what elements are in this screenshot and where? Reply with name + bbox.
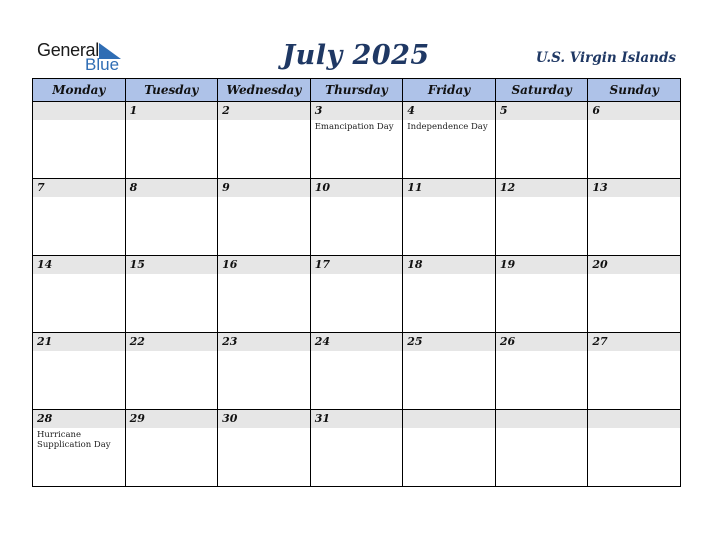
day-number-bar: [311, 256, 403, 274]
weekday-header-thursday: Thursday: [310, 79, 403, 102]
day-number: 29: [129, 412, 145, 425]
calendar-day-cell: [125, 256, 218, 333]
calendar-day-cell: [33, 179, 126, 256]
holiday-event-label: [496, 197, 588, 199]
holiday-event-label: [588, 351, 680, 353]
day-number: 30: [222, 412, 238, 425]
holiday-event-label: [33, 197, 125, 199]
day-number-bar: [496, 410, 588, 428]
holiday-event-label: [403, 428, 495, 430]
calendar-day-cell: [218, 333, 311, 410]
day-number: 9: [222, 181, 230, 194]
calendar-day-cell: [125, 410, 218, 487]
weekday-header-row: [33, 79, 681, 102]
day-number: 11: [407, 181, 423, 194]
weekday-header-monday: Monday: [33, 79, 126, 102]
calendar-day-cell: [588, 333, 681, 410]
day-number: 31: [314, 412, 330, 425]
calendar-grid: [32, 78, 681, 487]
holiday-event-label: [588, 197, 680, 199]
holiday-event-label: [33, 351, 125, 353]
holiday-event-label: [218, 428, 310, 430]
holiday-event-label: [496, 428, 588, 430]
day-number: 23: [222, 335, 238, 348]
day-number-bar: [33, 179, 125, 197]
day-number-bar: [496, 333, 588, 351]
holiday-event-label: [311, 428, 403, 430]
holiday-event-label: [496, 120, 588, 122]
calendar-day-cell: [495, 333, 588, 410]
day-number: 21: [37, 335, 53, 348]
day-number: 28: [37, 412, 53, 425]
holiday-event-label: [403, 274, 495, 276]
calendar-day-cell: [310, 102, 403, 179]
calendar-day-cell: [310, 410, 403, 487]
calendar-week-row: [33, 179, 681, 256]
day-number-bar: [588, 179, 680, 197]
day-number-bar: [403, 333, 495, 351]
day-number: 27: [592, 335, 608, 348]
holiday-event-label: Hurricane Supplication Day: [37, 430, 111, 450]
holiday-event-label: [218, 197, 310, 199]
day-number-bar: [588, 333, 680, 351]
calendar-day-cell: [403, 333, 496, 410]
holiday-event-label: [218, 274, 310, 276]
holiday-event-label: [588, 274, 680, 276]
calendar-week-row: [33, 102, 681, 179]
calendar-day-cell: [218, 102, 311, 179]
day-number: 16: [222, 258, 238, 271]
day-number: 17: [314, 258, 330, 271]
day-number-bar: [403, 256, 495, 274]
day-number-bar: [126, 102, 218, 120]
day-number: 4: [407, 104, 415, 117]
day-number-bar: [33, 256, 125, 274]
day-number: 20: [592, 258, 608, 271]
calendar-day-cell: [125, 102, 218, 179]
calendar-day-cell: [403, 179, 496, 256]
holiday-event-label: Emancipation Day: [314, 122, 394, 132]
day-number: 2: [222, 104, 230, 117]
day-number: 18: [407, 258, 423, 271]
day-number-bar: [496, 102, 588, 120]
day-number-bar: [218, 179, 310, 197]
holiday-event-label: [126, 197, 218, 199]
day-number-bar: [33, 102, 125, 120]
calendar-day-cell: [588, 179, 681, 256]
calendar-day-cell: [495, 410, 588, 487]
day-number-bar: [126, 410, 218, 428]
day-number: 26: [499, 335, 516, 348]
region-label: U.S. Virgin Islands: [535, 50, 676, 66]
calendar-day-cell: [125, 333, 218, 410]
day-number: 19: [499, 258, 516, 271]
weekday-header-sunday: Sunday: [588, 79, 681, 102]
holiday-event-label: [496, 351, 588, 353]
calendar-day-cell: [33, 256, 126, 333]
calendar-day-cell: [588, 256, 681, 333]
holiday-event-label: [403, 351, 495, 353]
day-number-bar: [218, 256, 310, 274]
calendar-day-cell: [403, 256, 496, 333]
holiday-event-label: [588, 428, 680, 430]
calendar-day-cell: [310, 256, 403, 333]
day-number-bar: [496, 179, 588, 197]
holiday-event-label: [311, 351, 403, 353]
logo-text-general: General: [37, 40, 99, 60]
day-number: 14: [37, 258, 53, 271]
holiday-event-label: [126, 274, 218, 276]
holiday-event-label: [218, 120, 310, 122]
calendar-day-cell: [310, 333, 403, 410]
day-number-bar: [126, 256, 218, 274]
holiday-event-label: [126, 120, 218, 122]
day-number: 1: [129, 104, 138, 117]
calendar-day-cell: [218, 256, 311, 333]
day-number-bar: [33, 333, 125, 351]
calendar-day-cell: [495, 102, 588, 179]
calendar-day-cell: [495, 256, 588, 333]
day-number: 25: [407, 335, 423, 348]
day-number: 15: [129, 258, 145, 271]
holiday-event-label: [126, 351, 218, 353]
calendar-day-cell: [125, 179, 218, 256]
day-number-bar: [403, 179, 495, 197]
day-number-bar: [311, 333, 403, 351]
day-number: 5: [499, 104, 508, 117]
calendar-day-cell: [218, 179, 311, 256]
holiday-event-label: [403, 197, 495, 199]
logo-text-blue: Blue: [85, 55, 120, 74]
day-number: 13: [592, 181, 608, 194]
day-number-bar: [218, 102, 310, 120]
day-number: 8: [129, 181, 138, 194]
day-number-bar: [588, 410, 680, 428]
weekday-header-tuesday: Tuesday: [125, 79, 218, 102]
day-number-bar: [588, 102, 680, 120]
holiday-event-label: [33, 274, 125, 276]
day-number-bar: [33, 410, 125, 428]
calendar-day-cell: [33, 410, 126, 487]
calendar-day-cell: [588, 410, 681, 487]
holiday-event-label: [496, 274, 588, 276]
day-number-bar: [311, 179, 403, 197]
day-number-bar: [403, 102, 495, 120]
day-number: 7: [37, 181, 45, 194]
day-number-bar: [218, 333, 310, 351]
calendar-day-cell: [588, 102, 681, 179]
holiday-event-label: [126, 428, 218, 430]
weekday-header-friday: Friday: [403, 79, 496, 102]
day-number-bar: [218, 410, 310, 428]
calendar-day-cell: [33, 102, 126, 179]
page-title: July 2025: [282, 40, 430, 71]
day-number: 3: [314, 104, 323, 117]
calendar-week-row: [33, 410, 681, 487]
day-number: 10: [314, 181, 330, 194]
calendar-day-cell: [403, 102, 496, 179]
calendar-week-row: [33, 333, 681, 410]
day-number: 6: [592, 104, 601, 117]
calendar-day-cell: [403, 410, 496, 487]
day-number: 12: [499, 181, 516, 194]
holiday-event-label: Independence Day: [407, 122, 488, 132]
calendar-day-cell: [495, 179, 588, 256]
day-number-bar: [311, 102, 403, 120]
holiday-event-label: [33, 120, 125, 122]
day-number: 22: [129, 335, 145, 348]
calendar-day-cell: [33, 333, 126, 410]
holiday-event-label: [311, 197, 403, 199]
calendar-day-cell: [310, 179, 403, 256]
holiday-event-label: [218, 351, 310, 353]
weekday-header-saturday: Saturday: [495, 79, 588, 102]
holiday-event-label: [311, 274, 403, 276]
calendar-day-cell: [218, 410, 311, 487]
day-number-bar: [126, 333, 218, 351]
day-number-bar: [126, 179, 218, 197]
day-number-bar: [403, 410, 495, 428]
day-number-bar: [311, 410, 403, 428]
holiday-event-label: [588, 120, 680, 122]
weekday-header-wednesday: Wednesday: [218, 79, 311, 102]
day-number: 24: [314, 335, 330, 348]
day-number-bar: [496, 256, 588, 274]
calendar-week-row: [33, 256, 681, 333]
day-number-bar: [588, 256, 680, 274]
